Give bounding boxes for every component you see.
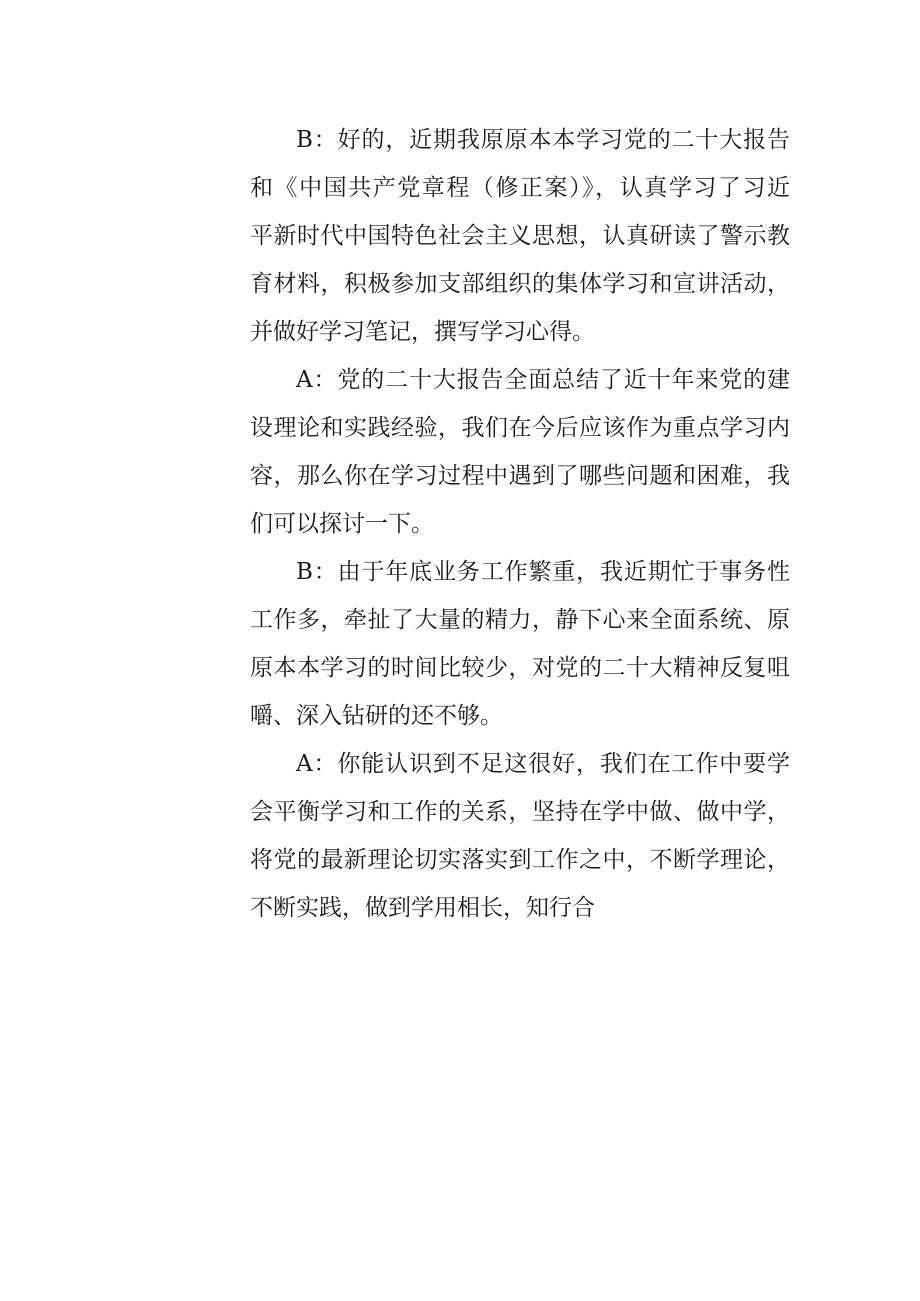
text-line: 原本本学习的时间比较少，对党的二十大精神反复咀 (250, 655, 790, 681)
text-line: 容，那么你在学习过程中遇到了哪些问题和困难，我 (250, 463, 790, 489)
paragraph-b-workload (250, 548, 790, 740)
text-line: B：由于年底业务工作繁重，我近期忙于事务性 (296, 559, 790, 585)
paragraph-a-report-summary (250, 356, 790, 548)
text-line: 会平衡学习和工作的关系，坚持在学中做、做中学， (250, 799, 790, 825)
text-line: 平新时代中国特色社会主义思想，认真研读了警示教 (250, 223, 790, 249)
text-line: 嚼、深入钻研的还不够。 (250, 703, 503, 729)
dialogue-text (250, 116, 790, 932)
text-line: A：你能认识到不足这很好，我们在工作中要学 (296, 751, 790, 777)
text-line: A：党的二十大报告全面总结了近十年来党的建 (296, 367, 790, 393)
text-line: 设理论和实践经验，我们在今后应该作为重点学习内 (250, 415, 790, 441)
text-line: 工作多，牵扯了大量的精力，静下心来全面系统、原 (250, 607, 790, 633)
text-line: 们可以探讨一下。 (250, 511, 434, 537)
text-line: 和《中国共产党章程（修正案）》，认真学习了习近 (250, 175, 790, 201)
text-line: 将党的最新理论切实落实到工作之中，不断学理论， (250, 847, 790, 873)
text-line: 不断实践，做到学用相长，知行合 (250, 895, 595, 921)
text-line: B：好的，近期我原原本本学习党的二十大报告 (296, 127, 790, 153)
text-line: 并做好学习笔记，撰写学习心得。 (250, 319, 595, 345)
text-line: 育材料，积极参加支部组织的集体学习和宣讲活动， (250, 271, 790, 297)
paragraph-b-study-report (250, 116, 790, 356)
paragraph-a-balance-advice (250, 740, 790, 932)
